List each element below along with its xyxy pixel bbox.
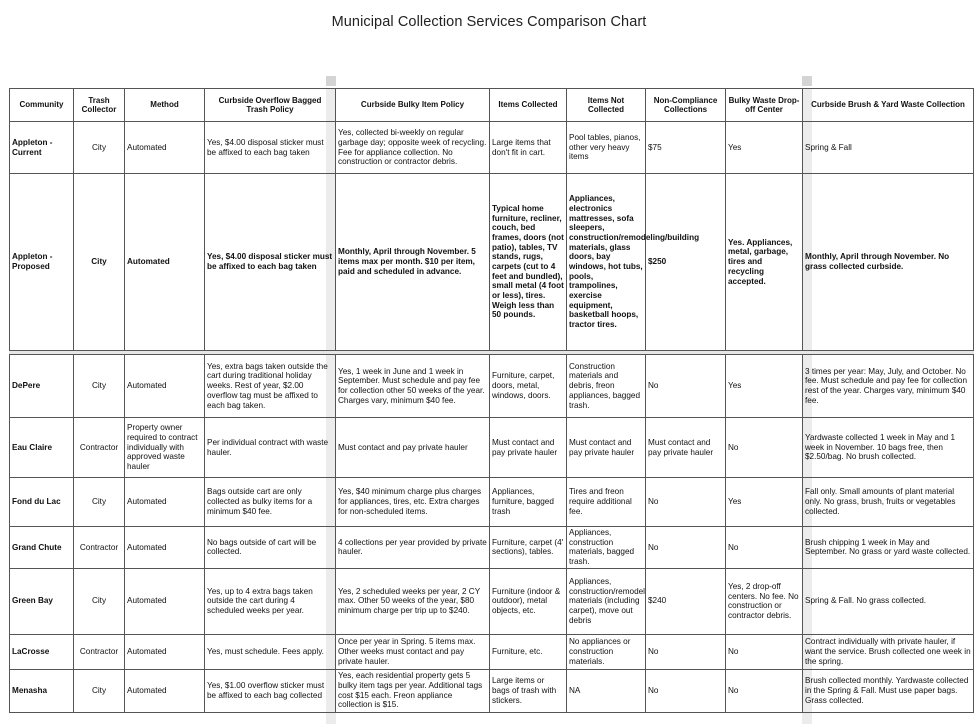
cell-method: Automated — [125, 174, 205, 351]
cell-overflow: No bags outside of cart will be collected. — [205, 527, 336, 569]
cell-dropoff: No — [726, 669, 803, 712]
cell-method: Automated — [125, 634, 205, 669]
cell-collector: City — [74, 174, 125, 351]
cell-dropoff: Yes — [726, 122, 803, 174]
cell-dropoff: Yes. Appliances, metal, garbage, tires and recycling accepted. — [726, 174, 803, 351]
cell-method: Automated — [125, 669, 205, 712]
cell-method: Automated — [125, 122, 205, 174]
cell-dropoff: Yes — [726, 355, 803, 418]
col-header-collector: Trash Collector — [74, 89, 125, 122]
cell-noncompliance: No — [646, 634, 726, 669]
cell-bulky: Yes, collected bi-weekly on regular garbage day; opposite week of recycling. Fee for appliance collection. No construction or contractor debris. — [336, 122, 490, 174]
cell-collector: City — [74, 568, 125, 634]
cell-community: DePere — [10, 355, 74, 418]
cell-yard: Spring & Fall. No grass collected. — [803, 568, 974, 634]
cell-collector: City — [74, 355, 125, 418]
cell-collected: Must contact and pay private hauler — [490, 418, 567, 478]
cell-not-collected: Must contact and pay private hauler — [567, 418, 646, 478]
table-row — [10, 418, 974, 478]
col-header-noncompliance: Non-Compliance Collections — [646, 89, 726, 122]
table-row — [10, 669, 974, 712]
cell-yard: Monthly, April through November. No grass collected curbside. — [803, 174, 974, 351]
cell-overflow: Yes, up to 4 extra bags taken outside the cart during 4 scheduled weeks per year. — [205, 568, 336, 634]
cell-overflow: Per individual contract with waste hauler. — [205, 418, 336, 478]
cell-yard: Fall only. Small amounts of plant material only. No grass, brush, fruits or vegetables collected. — [803, 478, 974, 527]
col-header-community: Community — [10, 89, 74, 122]
cell-noncompliance: No — [646, 355, 726, 418]
cell-yard: Yardwaste collected 1 week in May and 1 week in November. 10 bags free, then $2.50/bag. No brush collected. — [803, 418, 974, 478]
table-row — [10, 478, 974, 527]
cell-community: Eau Claire — [10, 418, 74, 478]
cell-noncompliance: No — [646, 478, 726, 527]
cell-bulky: Once per year in Spring. 5 items max. Other weeks must contact and pay private hauler. — [336, 634, 490, 669]
cell-not-collected: Construction materials and debris, freon appliances, bagged trash. — [567, 355, 646, 418]
cell-dropoff: No — [726, 527, 803, 569]
cell-method: Automated — [125, 478, 205, 527]
table-row — [10, 355, 974, 418]
cell-bulky: Yes, each residential property gets 5 bulky item tags per year. Additional tags cost $15 each. Freon appliance collection is $15. — [336, 669, 490, 712]
cell-collector: City — [74, 669, 125, 712]
cell-collector: Contractor — [74, 527, 125, 569]
cell-dropoff: No — [726, 418, 803, 478]
table-row — [10, 174, 974, 351]
cell-collector: City — [74, 478, 125, 527]
cell-not-collected: NA — [567, 669, 646, 712]
cell-bulky: 4 collections per year provided by private hauler. — [336, 527, 490, 569]
cell-collected: Appliances, furniture, bagged trash — [490, 478, 567, 527]
cell-noncompliance: $250 — [646, 174, 726, 351]
col-header-bulky: Curbside Bulky Item Policy — [336, 89, 490, 122]
cell-collector: City — [74, 122, 125, 174]
cell-yard: Spring & Fall — [803, 122, 974, 174]
cell-overflow: Bags outside cart are only collected as bulky items for a minimum $40 fee. — [205, 478, 336, 527]
col-header-method: Method — [125, 89, 205, 122]
col-header-collected: Items Collected — [490, 89, 567, 122]
cell-not-collected: Appliances, construction materials, bagged trash. — [567, 527, 646, 569]
cell-noncompliance: No — [646, 669, 726, 712]
cell-collector: Contractor — [74, 634, 125, 669]
cell-noncompliance: Must contact and pay private hauler — [646, 418, 726, 478]
col-header-dropoff: Bulky Waste Drop-off Center — [726, 89, 803, 122]
cell-collected: Furniture, etc. — [490, 634, 567, 669]
cell-noncompliance: $75 — [646, 122, 726, 174]
cell-yard: Brush chipping 1 week in May and September. No grass or yard waste collected. — [803, 527, 974, 569]
cell-collected: Large items that don't fit in cart. — [490, 122, 567, 174]
cell-collected: Furniture, carpet (4' sections), tables. — [490, 527, 567, 569]
cell-not-collected: Appliances, electronics mattresses, sofa sleepers, construction/remodeling/building materials, glass doors, bay windows, hot tubs, pools, trampolines, exercise equipment, basketball hoops, tractor tires. — [567, 174, 646, 351]
cell-community: Appleton - Current — [10, 122, 74, 174]
cell-method: Automated — [125, 355, 205, 418]
cell-yard: Brush collected monthly. Yardwaste collected in the Spring & Fall. Must use paper bags. Grass collected. — [803, 669, 974, 712]
cell-collected: Furniture, carpet, doors, metal, windows, doors. — [490, 355, 567, 418]
scan-mark-left — [326, 76, 336, 86]
cell-bulky: Yes, 1 week in June and 1 week in September. Must schedule and pay fee for collection other 50 weeks of the year. Charges vary, minimum $40 fee. — [336, 355, 490, 418]
comparison-table-wrapper — [9, 88, 973, 713]
cell-overflow: Yes, $4.00 disposal sticker must be affixed to each bag taken — [205, 174, 336, 351]
table-row — [10, 122, 974, 174]
cell-yard: Contract individually with private hauler, if want the service. Brush collected one week in the spring. — [803, 634, 974, 669]
comparison-table — [9, 88, 974, 713]
cell-method: Property owner required to contract individually with approved waste hauler — [125, 418, 205, 478]
cell-not-collected: Appliances, construction/remodel materials (including carpet), move out debris — [567, 568, 646, 634]
cell-community: Fond du Lac — [10, 478, 74, 527]
cell-community: Menasha — [10, 669, 74, 712]
cell-collected: Large items or bags of trash with stickers. — [490, 669, 567, 712]
cell-collector: Contractor — [74, 418, 125, 478]
cell-community: LaCrosse — [10, 634, 74, 669]
cell-overflow: Yes, $4.00 disposal sticker must be affixed to each bag taken — [205, 122, 336, 174]
table-row — [10, 634, 974, 669]
cell-overflow: Yes, extra bags taken outside the cart during traditional holiday weeks. Rest of year, $2.00 overflow tag must be affixed to each bag taken. — [205, 355, 336, 418]
cell-dropoff: No — [726, 634, 803, 669]
cell-not-collected: Tires and freon require additional fee. — [567, 478, 646, 527]
cell-bulky: Monthly, April through November. 5 items max per month. $10 per item, paid and scheduled in advance. — [336, 174, 490, 351]
cell-bulky: Yes, $40 minimum charge plus charges for appliances, tires, etc. Extra charges for non-scheduled items. — [336, 478, 490, 527]
cell-collected: Typical home furniture, recliner, couch, bed frames, doors (not patio), tables, TV stands, rugs, carpets (cut to 4 feet and bundled), small metal (4 foot or less), tires. Weigh less than 50 pounds. — [490, 174, 567, 351]
cell-overflow: Yes, $1.00 overflow sticker must be affixed to each bag collected — [205, 669, 336, 712]
scan-mark-right — [802, 76, 812, 86]
cell-overflow: Yes, must schedule. Fees apply. — [205, 634, 336, 669]
cell-not-collected: No appliances or construction materials. — [567, 634, 646, 669]
header-row — [10, 89, 974, 122]
cell-noncompliance: No — [646, 527, 726, 569]
cell-bulky: Must contact and pay private hauler — [336, 418, 490, 478]
page-title: Municipal Collection Services Comparison Chart — [331, 14, 647, 30]
cell-community: Green Bay — [10, 568, 74, 634]
cell-method: Automated — [125, 527, 205, 569]
table-row — [10, 527, 974, 569]
cell-community: Grand Chute — [10, 527, 74, 569]
cell-yard: 3 times per year: May, July, and October. No fee. Must schedule and pay fee for collection rest of the year. Charges vary, minimum $40 fee. — [803, 355, 974, 418]
table-row — [10, 568, 974, 634]
cell-collected: Furniture (indoor & outdoor), metal objects, etc. — [490, 568, 567, 634]
cell-noncompliance: $240 — [646, 568, 726, 634]
cell-community: Appleton - Proposed — [10, 174, 74, 351]
cell-dropoff: Yes, 2 drop-off centers. No fee. No construction or contractor debris. — [726, 568, 803, 634]
col-header-not-collected: Items Not Collected — [567, 89, 646, 122]
col-header-yard: Curbside Brush & Yard Waste Collection — [803, 89, 974, 122]
cell-bulky: Yes, 2 scheduled weeks per year, 2 CY max. Other 50 weeks of the year, $80 minimum charge per trip up to $240. — [336, 568, 490, 634]
cell-dropoff: Yes — [726, 478, 803, 527]
cell-not-collected: Pool tables, pianos, other very heavy items — [567, 122, 646, 174]
col-header-overflow: Curbside Overflow Bagged Trash Policy — [205, 89, 336, 122]
cell-method: Automated — [125, 568, 205, 634]
